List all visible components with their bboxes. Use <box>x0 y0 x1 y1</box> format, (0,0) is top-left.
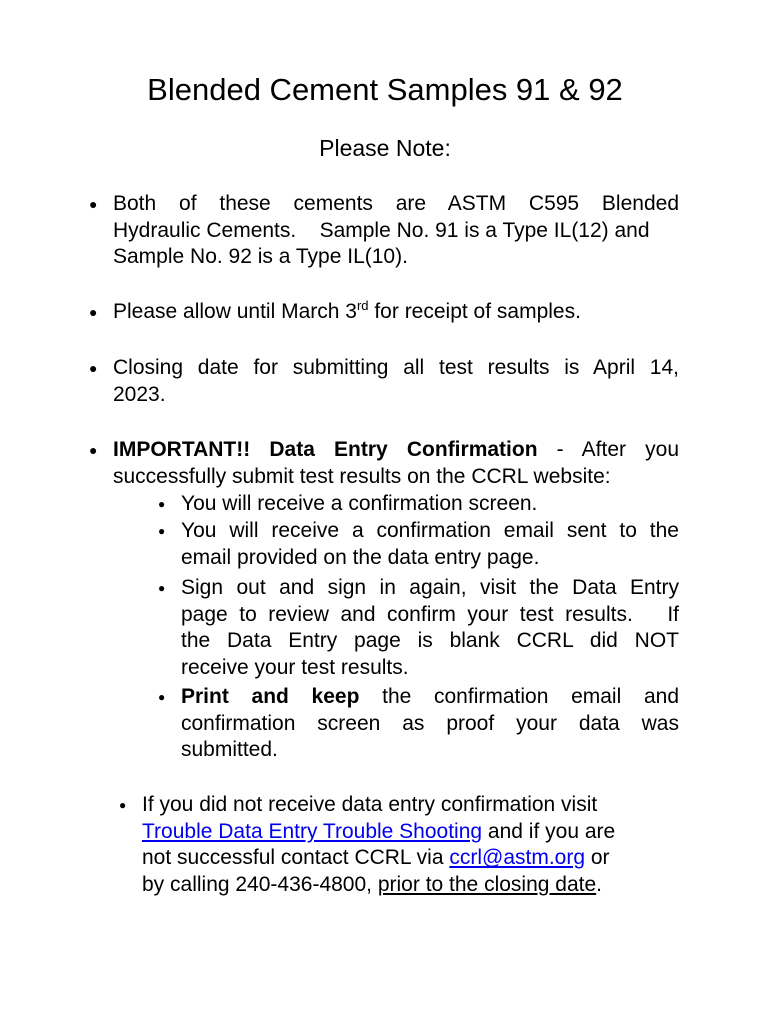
phone-text: by calling 240-436-4800, <box>142 873 378 897</box>
sub-bullet-marker: ● <box>158 581 166 595</box>
important-text-end: - After you <box>537 438 679 461</box>
bullet-trouble-shooting <box>142 792 652 899</box>
sub-bullet-3-line-3: the Data Entry page is blank CCRL did NOT <box>181 629 679 653</box>
cement-types-line-3: Sample No. 92 is a Type IL(10). <box>113 245 408 269</box>
receipt-text-start: Please allow until March 3 <box>113 300 357 323</box>
bullet-marker: ● <box>89 442 98 458</box>
sub-bullet-3-line-1: Sign out and sign in again, visit the Data Entry <box>181 576 679 599</box>
email-link[interactable]: ccrl@astm.org <box>449 846 586 870</box>
sub-bullet-2-line-1: You will receive a confirmation email sent to the <box>181 519 679 542</box>
sub-bullet-marker: ● <box>158 524 166 538</box>
cement-types-line-2: Hydraulic Cements. Sample No. 91 is a Type IL(12) and <box>113 218 650 242</box>
print-keep-text: the confirmation email and <box>359 685 679 708</box>
cement-types-line-1: Both of these cements are ASTM C595 Blended <box>113 192 679 215</box>
bullet-marker: ● <box>89 196 98 212</box>
important-heading: IMPORTANT!! Data Entry Confirmation <box>113 438 538 461</box>
trouble-line-4-end: . <box>596 873 602 897</box>
bullet-marker: ● <box>119 798 127 812</box>
trouble-line-1: If you did not receive data entry confirmation visit <box>142 793 598 816</box>
print-keep-emphasis: Print and keep <box>181 685 360 708</box>
receipt-text-end: for receipt of samples. <box>368 300 581 323</box>
sub-bullet-marker: ● <box>158 497 166 511</box>
bullet-sample-receipt <box>113 299 679 326</box>
ordinal-suffix: rd <box>356 298 369 313</box>
sub-bullet-3-line-2: page to review and confirm your test results. If <box>181 602 679 626</box>
trouble-line-3-text: not successful contact CCRL via <box>142 846 450 870</box>
closing-date-line-1: Closing date for submitting all test results is April 14, <box>113 356 679 379</box>
trouble-line-3-end: or <box>585 846 610 870</box>
bullet-cement-types <box>113 191 679 271</box>
note-heading: Please Note: <box>319 135 451 161</box>
sub-bullet-marker: ● <box>158 690 166 704</box>
sub-bullet-2-line-2: email provided on the data entry page. <box>181 545 540 569</box>
sub-bullet-print-keep <box>181 684 679 764</box>
bullet-closing-date <box>113 355 679 408</box>
sub-bullet-confirmation-screen <box>181 491 679 518</box>
sub-bullet-confirmation-email <box>181 518 679 571</box>
sub-bullet-3-line-4: receive your test results. <box>181 656 409 680</box>
sub-bullet-4-line-2: confirmation screen as proof your data was <box>181 711 679 735</box>
sub-bullet-sign-out <box>181 575 679 682</box>
document-title: Blended Cement Samples 91 & 92 <box>147 72 623 107</box>
sub-bullet-4-line-3: submitted. <box>181 738 278 762</box>
bullet-marker: ● <box>89 360 98 376</box>
bullet-marker: ● <box>89 304 98 320</box>
bullet-important-confirmation <box>113 437 679 490</box>
sub-bullet-1-text: You will receive a confirmation screen. <box>181 492 538 515</box>
deadline-emphasis: prior to the closing date <box>377 873 597 897</box>
important-line-2: successfully submit test results on the CCRL website: <box>113 464 611 488</box>
closing-date-line-2: 2023. <box>113 382 166 406</box>
trouble-shooting-link[interactable]: Trouble Data Entry Trouble Shooting <box>142 819 483 843</box>
trouble-line-2-text: and if you are <box>482 819 616 843</box>
